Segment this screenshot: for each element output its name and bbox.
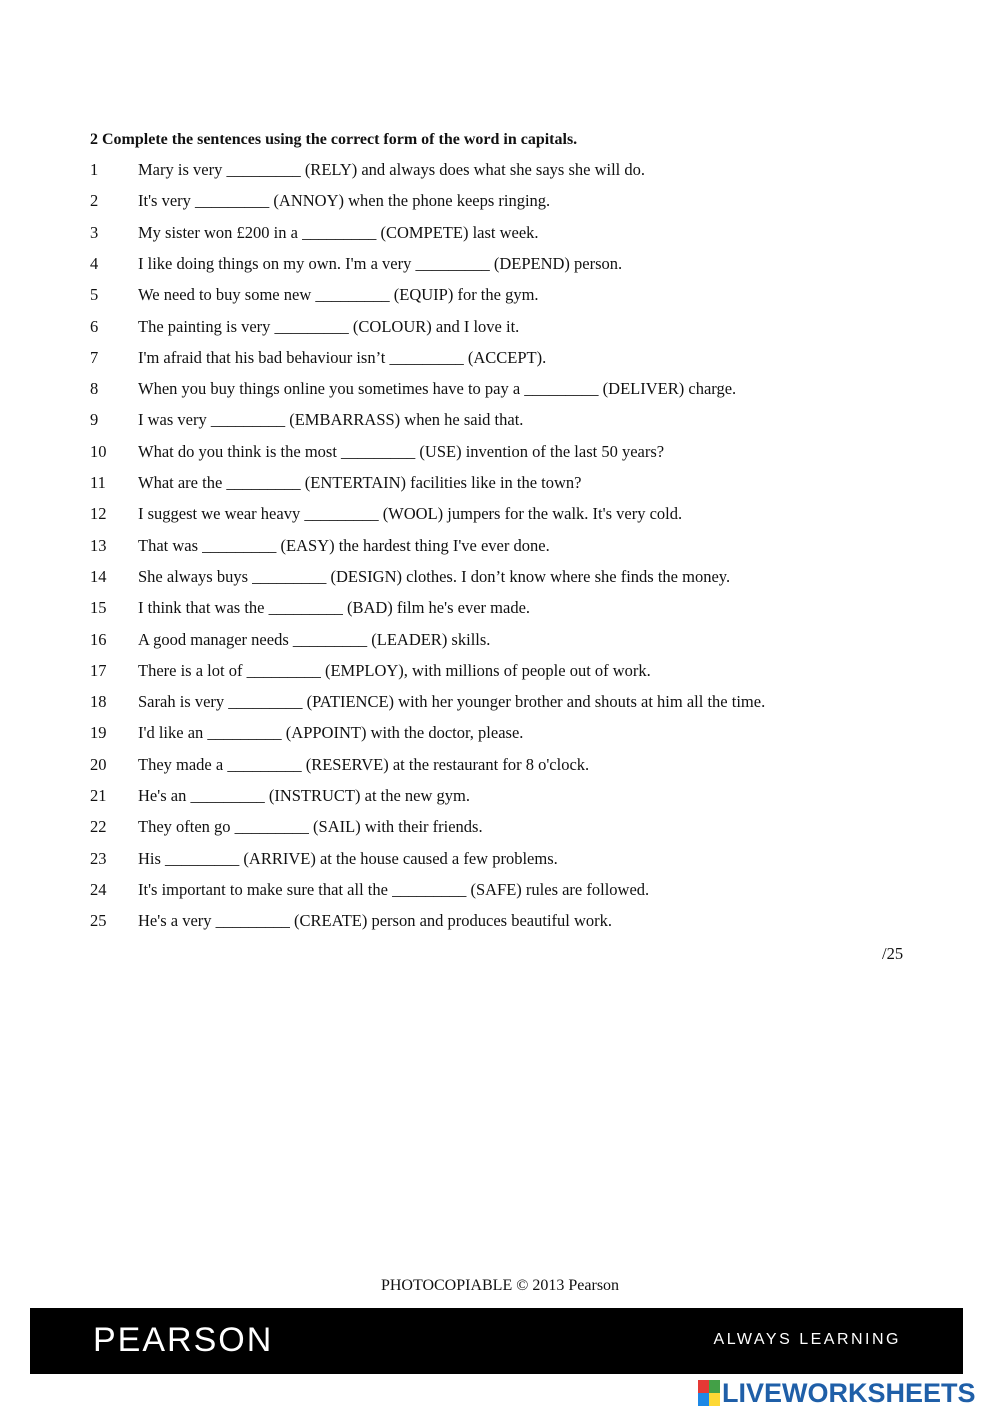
question-number: 21 (90, 786, 107, 805)
question-text: I'd like an _________ (APPOINT) with the doctor, please. (138, 723, 524, 743)
question-row (0, 348, 1000, 374)
question-row (0, 692, 1000, 718)
question-text: I was very _________ (EMBARRASS) when he said that. (138, 410, 524, 430)
question-number: 2 (90, 191, 99, 211)
question-row (0, 504, 1000, 530)
question-row (0, 880, 1000, 906)
icon-cell (709, 1393, 720, 1406)
question-number: 1 (90, 160, 99, 179)
liveworksheets-icon (698, 1380, 720, 1406)
question-number: 14 (90, 566, 107, 586)
question-text: His _________ (ARRIVE) at the house caused a few problems. (138, 848, 558, 868)
question-row (0, 285, 1000, 311)
photocopiable-notice: PHOTOCOPIABLE © 2013 Pearson (380, 1277, 620, 1294)
question-number: 10 (90, 441, 107, 461)
question-number: 23 (90, 848, 107, 868)
question-text: My sister won £200 in a _________ (COMPETE) last week. (138, 222, 539, 242)
question-number: 3 (90, 222, 99, 242)
question-text: It's very _________ (ANNOY) when the phone keeps ringing. (138, 191, 551, 211)
question-text: They often go _________ (SAIL) with their friends. (138, 817, 483, 837)
question-row (0, 410, 1000, 436)
liveworksheets-wordmark: LIVEWORKSHEETS (722, 1377, 976, 1408)
question-text: He's an _________ (INSTRUCT) at the new gym. (138, 786, 471, 805)
question-row (0, 911, 1000, 937)
question-row (0, 849, 1000, 875)
question-text: Mary is very _________ (RELY) and always does what she says she will do. (138, 160, 646, 179)
question-number: 19 (90, 723, 107, 743)
question-number: 22 (90, 817, 107, 837)
question-text: A good manager needs _________ (LEADER) skills. (138, 629, 491, 649)
question-row (0, 379, 1000, 405)
question-number: 24 (90, 879, 107, 899)
icon-cell (698, 1380, 709, 1393)
question-number: 25 (90, 911, 107, 931)
question-number: 8 (90, 379, 99, 399)
question-row (0, 536, 1000, 562)
question-text: She always buys _________ (DESIGN) clothes. I don’t know where she finds the money. (138, 566, 731, 586)
question-text: He's a very _________ (CREATE) person and produces beautiful work. (138, 911, 613, 931)
question-text: I suggest we wear heavy _________ (WOOL) jumpers for the walk. It's very cold. (138, 504, 683, 524)
question-text: The painting is very _________ (COLOUR) and I love it. (138, 316, 520, 336)
question-number: 17 (90, 660, 107, 680)
question-number: 4 (90, 253, 99, 273)
question-text: That was _________ (EASY) the hardest thing I've ever done. (138, 535, 550, 555)
question-number: 20 (90, 754, 107, 774)
question-text: I'm afraid that his bad behaviour isn’t _________ (ACCEPT). (138, 347, 547, 367)
question-text: We need to buy some new _________ (EQUIP) for the gym. (138, 285, 539, 305)
question-row (0, 786, 1000, 812)
question-number: 6 (90, 316, 99, 336)
liveworksheets-logo (698, 1378, 976, 1408)
question-row (0, 442, 1000, 468)
question-row (0, 317, 1000, 343)
question-row (0, 160, 1000, 186)
exercise-heading: 2 Complete the sentences using the correct form of the word in capitals. (90, 131, 578, 148)
question-row (0, 254, 1000, 280)
question-text: What do you think is the most _________ (USE) invention of the last 50 years? (138, 441, 665, 461)
question-row (0, 191, 1000, 217)
question-row (0, 223, 1000, 249)
question-text: They made a _________ (RESERVE) at the restaurant for 8 o'clock. (138, 754, 590, 774)
question-number: 5 (90, 285, 99, 305)
question-text: I think that was the _________ (BAD) film he's ever made. (138, 598, 531, 618)
brand-tagline: ALWAYS LEARNING (713, 1331, 901, 1348)
pearson-logo: PEARSON (93, 1321, 274, 1359)
question-number: 7 (90, 347, 99, 367)
question-row (0, 755, 1000, 781)
question-row (0, 598, 1000, 624)
question-number: 12 (90, 504, 107, 524)
question-text: There is a lot of _________ (EMPLOY), with millions of people out of work. (138, 660, 651, 680)
question-row (0, 630, 1000, 656)
question-text: When you buy things online you sometimes have to pay a _________ (DELIVER) charge. (138, 379, 737, 399)
icon-cell (709, 1380, 720, 1393)
question-number: 13 (90, 535, 107, 555)
question-row (0, 723, 1000, 749)
question-text: What are the _________ (ENTERTAIN) facilities like in the town? (138, 473, 582, 492)
question-number: 15 (90, 598, 107, 618)
question-number: 16 (90, 629, 107, 649)
question-number: 9 (90, 410, 99, 430)
question-text: It's important to make sure that all the _________ (SAFE) rules are followed. (138, 879, 650, 899)
question-row (0, 661, 1000, 687)
pearson-banner (30, 1308, 963, 1374)
question-row (0, 817, 1000, 843)
question-text: Sarah is very _________ (PATIENCE) with her younger brother and shouts at him all the time. (138, 692, 766, 712)
question-row (0, 473, 1000, 499)
score-total: /25 (882, 944, 904, 963)
question-number: 11 (90, 473, 106, 492)
question-number: 18 (90, 692, 107, 712)
icon-cell (698, 1393, 709, 1406)
question-text: I like doing things on my own. I'm a very _________ (DEPEND) person. (138, 253, 623, 273)
question-row (0, 567, 1000, 593)
